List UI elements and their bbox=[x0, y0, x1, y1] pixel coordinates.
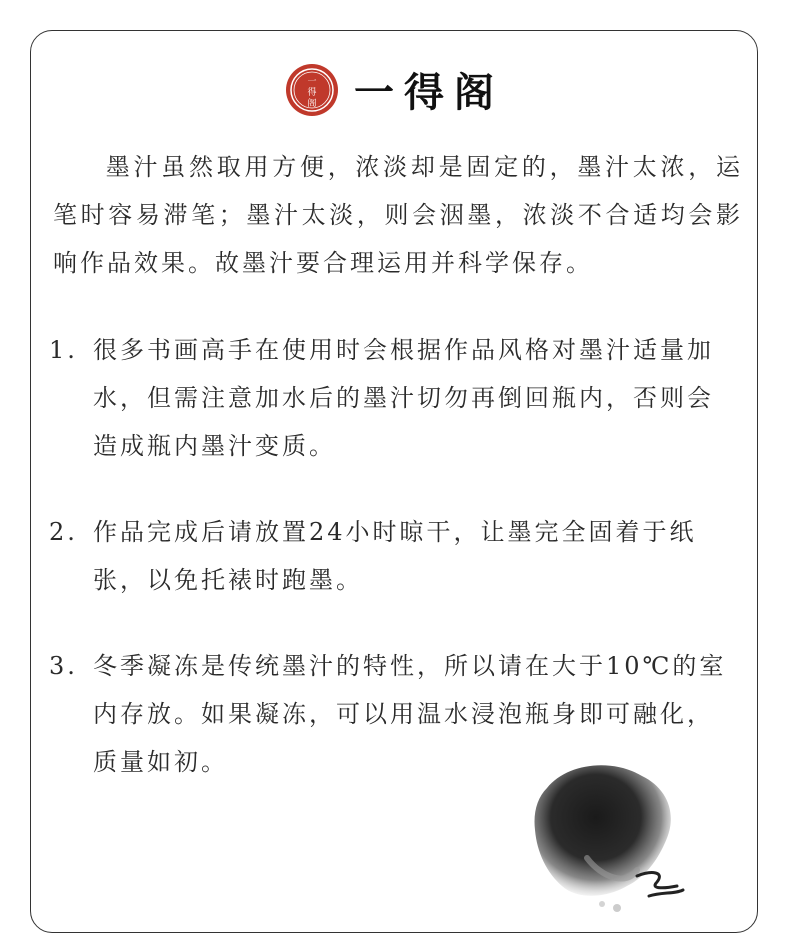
tip-item-1 bbox=[49, 326, 739, 470]
tip-number: 1. bbox=[49, 336, 78, 364]
tip-text: 冬季凝冻是传统墨汁的特性，所以请在大于10℃的室内存放。如果凝冻，可以用温水浸泡瓶身即可融化，质量如初。 bbox=[93, 652, 727, 776]
svg-text:一: 一 bbox=[307, 76, 317, 87]
tip-number: 3. bbox=[49, 652, 78, 680]
svg-text:阁: 阁 bbox=[307, 98, 317, 109]
seal-logo-icon bbox=[284, 62, 340, 118]
intro-paragraph: 墨汁虽然取用方便，浓淡却是固定的，墨汁太浓，运笔时容易滞笔；墨汁太淡，则会洇墨，浓淡不合适均会影响作品效果。故墨汁要合理运用并科学保存。 bbox=[53, 153, 743, 277]
tip-item-2 bbox=[49, 508, 739, 604]
brand-header bbox=[31, 61, 757, 118]
svg-text:得: 得 bbox=[307, 87, 317, 98]
tip-text: 作品完成后请放置24小时晾干，让墨完全固着于纸张，以免托裱时跑墨。 bbox=[93, 518, 697, 594]
ink-blot-decoration bbox=[517, 758, 697, 918]
tip-number: 2. bbox=[49, 518, 78, 546]
tip-text: 很多书画高手在使用时会根据作品风格对墨汁适量加水，但需注意加水后的墨汁切勿再倒回瓶内，否则会造成瓶内墨汁变质。 bbox=[93, 336, 714, 460]
tips-list bbox=[49, 326, 739, 824]
brand-name: 一得阁 bbox=[354, 70, 504, 116]
info-card bbox=[30, 30, 758, 933]
